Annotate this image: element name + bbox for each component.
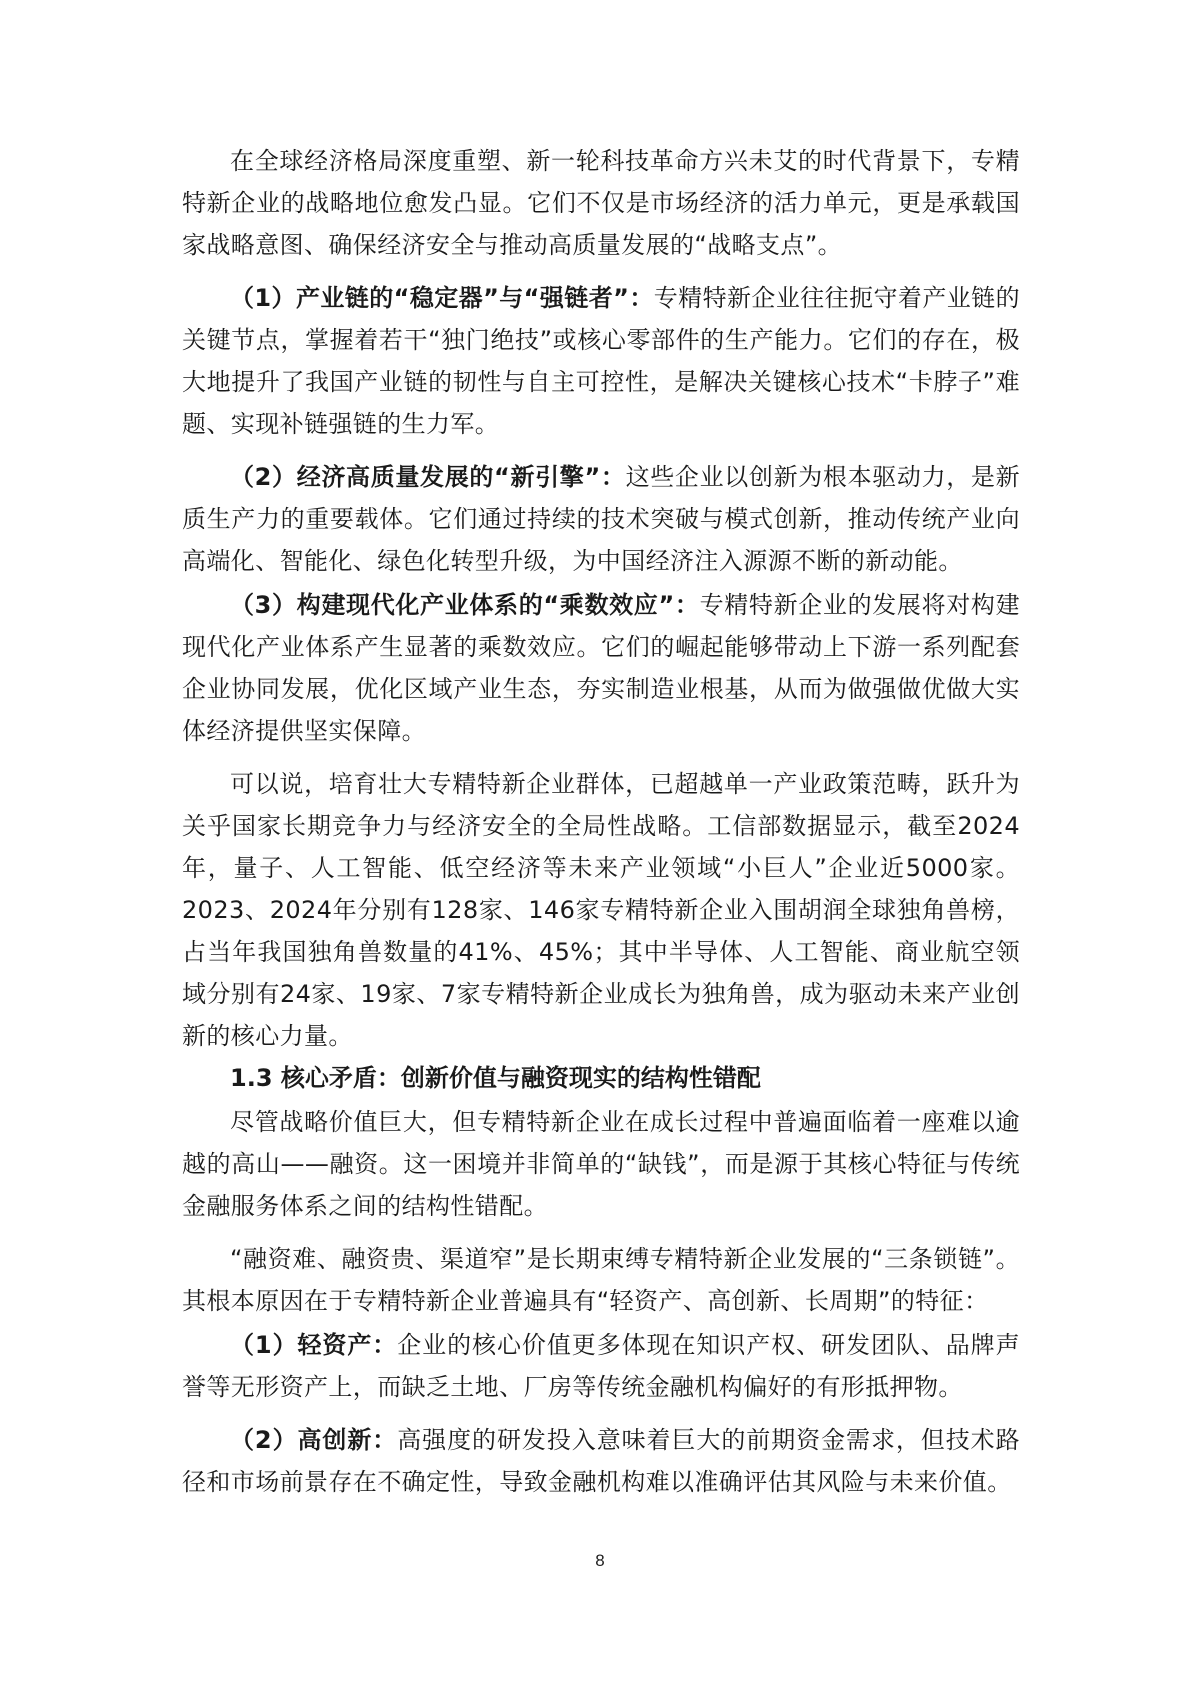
- paragraph-lead: （1）产业链的“稳定器”与“强链者”：: [230, 284, 654, 312]
- paragraph-text: 这些企业以创新为根本驱动力，是新质生产力的重要载体。它们通过持续的技术突破与模式创新，推动传统产业向高端化、智能化、绿色化转型升级，为中国经济注入源源不断的新动能。: [182, 463, 1020, 575]
- paragraph-text: 企业的核心价值更多体现在知识产权、研发团队、品牌声誉等无形资产上，而缺乏土地、厂房等传统金融机构偏好的有形抵押物。: [182, 1331, 1021, 1401]
- paragraph-financing-gap: [182, 1101, 1020, 1227]
- paragraph-text: 高强度的研发投入意味着巨大的前期资金需求，但技术路径和市场前景存在不确定性，导致金融机构难以准确评估其风险与未来价值。: [182, 1426, 1021, 1496]
- paragraph-text: 专精特新企业往往扼守着产业链的关键节点，掌握着若干“独门绝技”或核心零部件的生产能力。它们的存在，极大地提升了我国产业链的韧性与自主可控性，是解决关键核心技术“卡脖子”难题、实现补链强链的生力军。: [182, 284, 1020, 438]
- document-body: [182, 140, 1020, 1503]
- paragraph-intro-text: 在全球经济格局深度重塑、新一轮科技革命方兴未艾的时代背景下，专精特新企业的战略地位愈发凸显。它们不仅是市场经济的活力单元，更是承载国家战略意图、确保经济安全与推动高质量发展的“战略支点”。: [182, 147, 1020, 259]
- paragraph-text: 可以说，培育壮大专精特新企业群体，已超越单一产业政策范畴，跃升为关乎国家长期竞争力与经济安全的全局性战略。工信部数据显示，截至2024年，量子、人工智能、低空经济等未来产业领域“小巨人”企业近5000家。2023、2024年分别有128家、146家专精特新企业入围胡润全球独角兽榜，占当年我国独角兽数量的41%、45%；其中半导体、人工智能、商业航空领域分别有24家、19家、7家专精特新企业成长为独角兽，成为驱动未来产业创新的核心力量。: [182, 770, 1020, 1050]
- paragraph-strategy-data: [182, 763, 1020, 1057]
- paragraph-light-assets: [182, 1324, 1020, 1408]
- paragraph-lead: （1）轻资产：: [230, 1331, 398, 1359]
- paragraph-three-chains: [182, 1238, 1020, 1322]
- paragraph-text: 专精特新企业的发展将对构建现代化产业体系产生显著的乘数效应。它们的崛起能够带动上下游一系列配套企业协同发展，优化区域产业生态，夯实制造业根基，从而为做强做优做大实体经济提供坚实保障。: [182, 591, 1020, 745]
- paragraph-lead: （2）高创新：: [230, 1426, 398, 1454]
- paragraph-intro: [182, 140, 1020, 266]
- paragraph-multiplier: [182, 584, 1020, 752]
- paragraph-text: 尽管战略价值巨大，但专精特新企业在成长过程中普遍面临着一座难以逾越的高山——融资。这一困境并非简单的“缺钱”，而是源于其核心特征与传统金融服务体系之间的结构性错配。: [182, 1108, 1020, 1220]
- paragraph-high-innovation: [182, 1419, 1020, 1503]
- paragraph-lead: （3）构建现代化产业体系的“乘数效应”：: [230, 591, 700, 619]
- paragraph-text: “融资难、融资贵、渠道窄”是长期束缚专精特新企业发展的“三条锁链”。其根本原因在于专精特新企业普遍具有“轻资产、高创新、长周期”的特征：: [182, 1245, 1020, 1315]
- paragraph-new-engine: [182, 456, 1020, 582]
- page-number: 8: [595, 1551, 605, 1570]
- paragraph-industry-chain: [182, 277, 1020, 445]
- paragraph-lead: （2）经济高质量发展的“新引擎”：: [230, 463, 626, 491]
- section-heading-1-3: 1.3 核心矛盾：创新价值与融资现实的结构性错配: [230, 1064, 761, 1092]
